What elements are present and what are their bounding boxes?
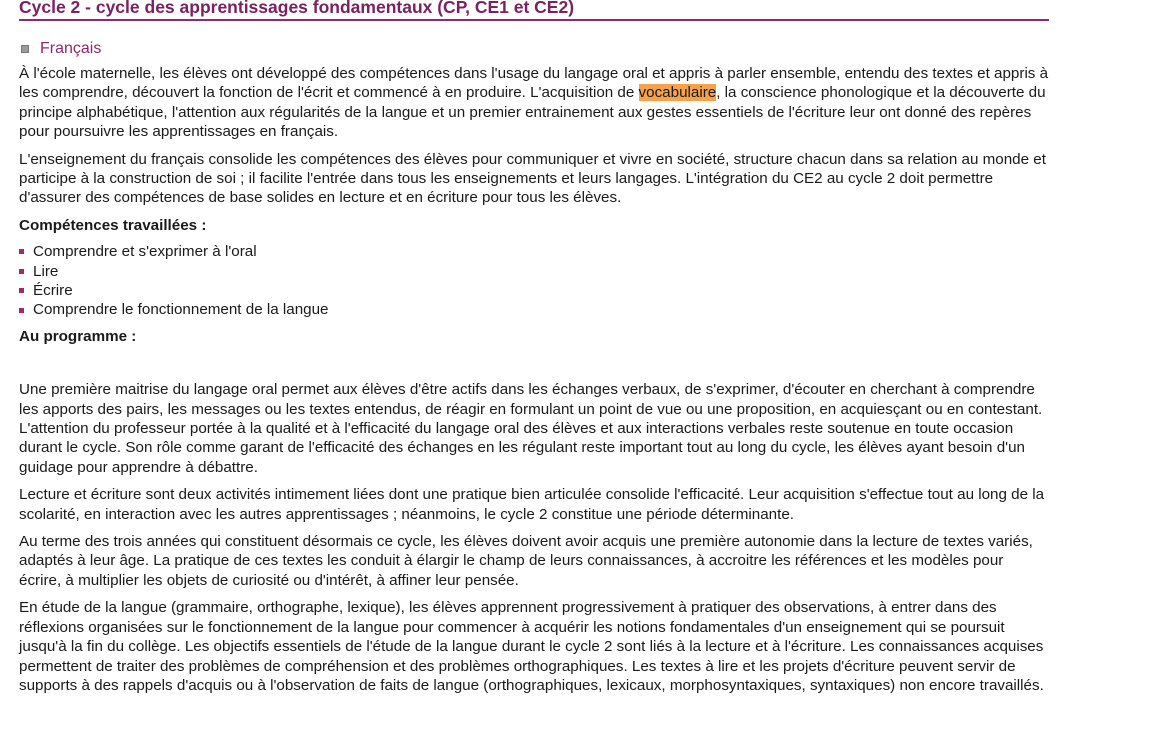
competences-list bbox=[19, 242, 1049, 320]
cycle-title: Cycle 2 - cycle des apprentissages fondamentaux (CP, CE1 et CE2) bbox=[19, 0, 1049, 21]
square-bullet-icon bbox=[19, 308, 24, 313]
intro-paragraph-2: L'enseignement du français consolide les compétences des élèves pour communiquer et vivre en société, structure chacun dans sa relation au monde et participe à la construction de soi ; il facilite l'entrée dans tous les enseignements et leurs langages. L'intégration du CE2 au cycle 2 doit permettre d'assurer des compétences de base solides en lecture et en écriture pour tous les élèves. bbox=[19, 150, 1046, 207]
square-bullet-icon bbox=[19, 288, 24, 293]
list-item-label: Comprendre le fonctionnement de la langue bbox=[33, 301, 329, 319]
expand-square-icon[interactable] bbox=[21, 45, 29, 53]
subject-toggle[interactable] bbox=[19, 39, 1049, 59]
subject-label[interactable]: Français bbox=[40, 40, 102, 58]
square-bullet-icon bbox=[19, 249, 24, 254]
highlighted-word: vocabulaire bbox=[638, 84, 717, 102]
list-item bbox=[19, 300, 1049, 319]
programme-paragraph-2: Lecture et écriture sont deux activités intimement liées dont une pratique bien articulée consolide l'efficacité. Leur acquisition s'effectue tout au long de la scolarité, en interaction avec les autres apprentissages ; néanmoins, le cycle 2 constitue une période déterminante. bbox=[19, 486, 1045, 523]
list-item bbox=[19, 262, 1049, 281]
list-item-label: Écrire bbox=[33, 282, 73, 300]
programme-paragraph-4: En étude de la langue (grammaire, orthographe, lexique), les élèves apprennent progressivement à pratiquer des observations, à entrer dans des réflexions organisées sur le fonctionnement de la langue pour commencer à acquérir les notions fondamentales d'un enseignement qui se poursuit jusqu'à la fin du collège. Les objectifs essentiels de l'étude de la langue durant le cycle 2 sont liés à la lecture et à l'écriture. Les connaissances acquises permettent de traiter des problèmes de compréhension et des problèmes orthographiques. Les textes à lire et les projets d'écriture peuvent servir de supports à des rappels d'acquis ou à l'observation de faits de langue (orthographiques, lexicaux, morphosyntaxiques, syntaxiques) non encore travaillés. bbox=[19, 599, 1044, 694]
programme-paragraph-3: Au terme des trois années qui constituent désormais ce cycle, les élèves doivent avoir acquis une première autonomie dans la lecture de textes variés, adaptés à leur âge. La pratique de ces textes les conduit à élargir le champ de leurs connaissances, à accroitre les références et les modèles pour écrire, à multiplier les objets de curiosité ou d'intérêt, à affiner leur pensée. bbox=[19, 533, 1033, 589]
spacer bbox=[19, 353, 1049, 380]
intro-text-after: , la conscience phonologique et la découverte du principe alphabétique, l'attention aux régularités de la langue et un premier entrainement aux gestes essentiels de l'écriture leur ont donné des repères pour poursuivre les apprentissages en français. bbox=[19, 84, 1046, 141]
square-bullet-icon bbox=[19, 269, 24, 274]
list-item-label: Comprendre et s'exprimer à l'oral bbox=[33, 243, 257, 261]
list-item bbox=[19, 242, 1049, 261]
competences-heading: Compétences travaillées : bbox=[19, 216, 207, 234]
list-item-label: Lire bbox=[33, 262, 59, 280]
programme-paragraph-1: Une première maitrise du langage oral permet aux élèves d'être actifs dans les échanges verbaux, de s'exprimer, d'écouter en cherchant à comprendre les apports des pairs, les messages ou les textes entendus, de réagir en formulant un point de vue ou une proposition, en acquiesçant ou en contestant. L'attention du professeur portée à la qualité et à l'efficacité du langage oral des élèves et aux interactions verbales reste soutenue en toute occasion durant le cycle. Son rôle comme garant de l'efficacité des échanges en les régulant reste important tout au long du cycle, les élèves ayant besoin d'un guidage pour apprendre à débattre. bbox=[19, 381, 1043, 476]
programme-heading: Au programme : bbox=[19, 327, 137, 345]
article-content bbox=[19, 0, 1049, 703]
intro-paragraph-1 bbox=[19, 64, 1049, 142]
intro-text-before: À l'école maternelle, les élèves ont développé des compétences dans l'usage du langage oral et appris à parler ensemble, entendu des textes et appris à les comprendre, découvert la fonction de l'écrit et commencé à en produire. L'acquisition de bbox=[19, 65, 1049, 102]
list-item bbox=[19, 281, 1049, 300]
